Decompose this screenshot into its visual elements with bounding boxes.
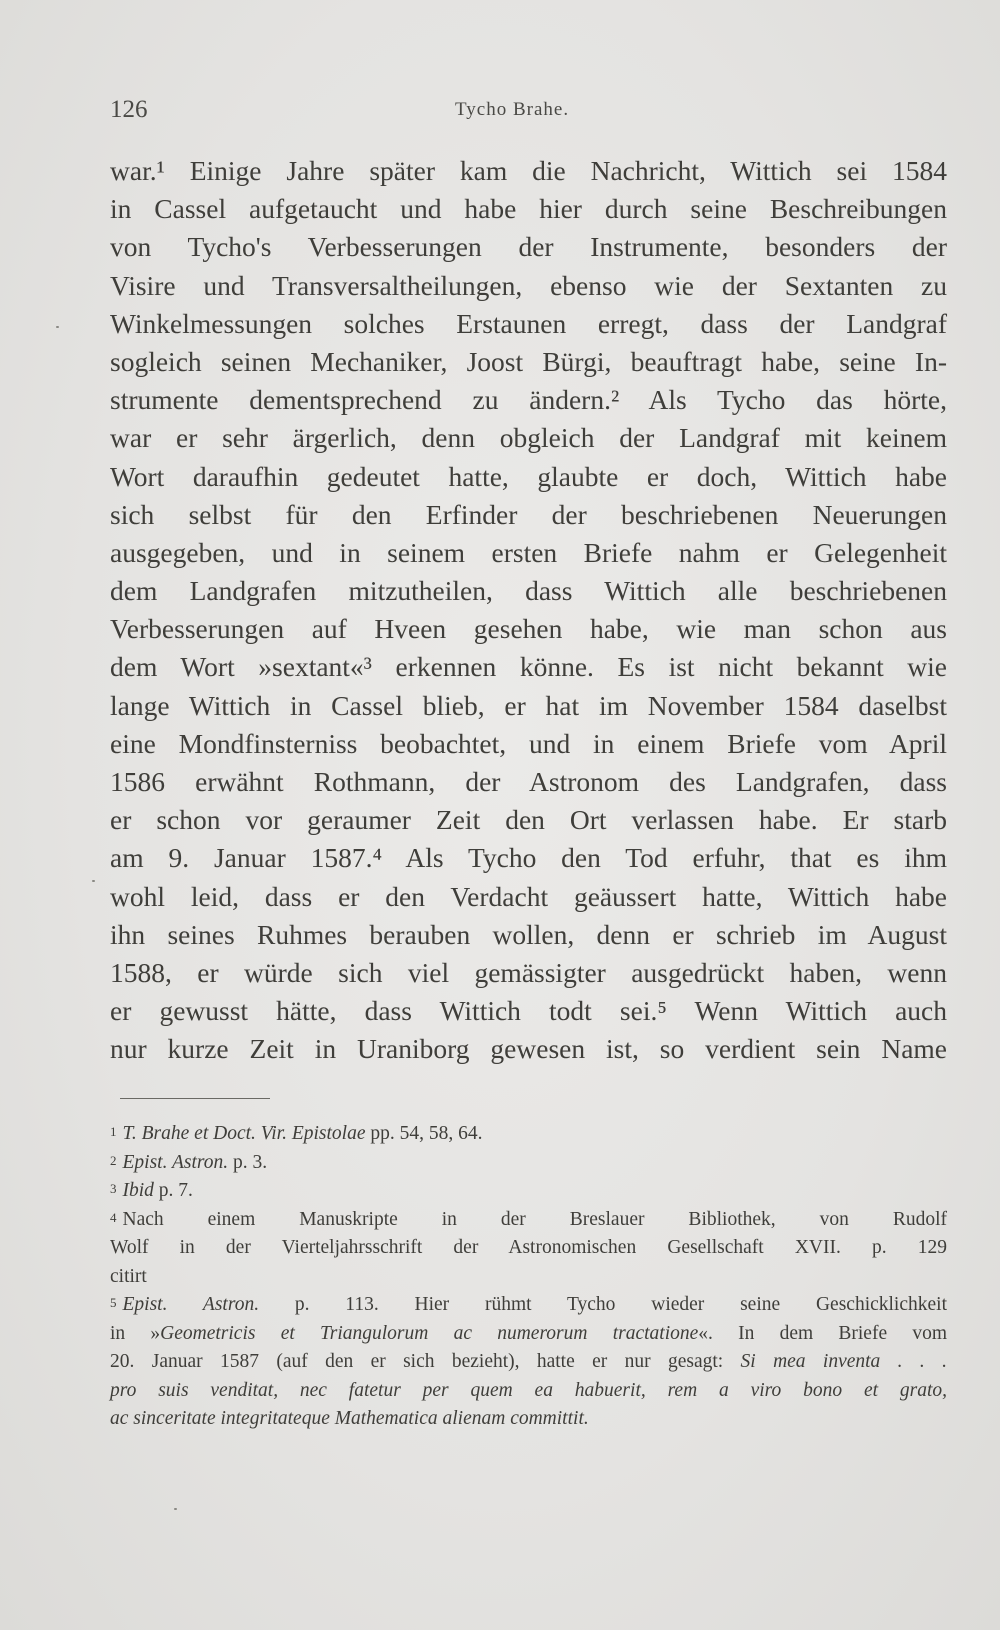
footnote-italic: pro suis venditat, nec fatetur per quem ea habuerit, rem a viro bono et grato, — [110, 1379, 947, 1401]
footnote-italic: Epist. Astron. — [122, 1151, 229, 1173]
footnote-number: 1 — [110, 1124, 117, 1139]
paper-speck — [56, 326, 59, 328]
footnote-text: p. 3. — [228, 1151, 268, 1173]
text-line: in Cassel aufgetaucht und habe hier durch seine Beschreibungen — [110, 193, 947, 225]
text-line: von Tycho's Verbesserungen der Instrumente, besonders der — [110, 231, 947, 263]
text-line: Visire und Transversaltheilungen, ebenso wie der Sextanten zu — [110, 269, 947, 301]
footnote-text: pp. 54, 58, 64. — [365, 1123, 483, 1144]
footnote-number: 2 — [110, 1152, 117, 1168]
paper-speck — [92, 880, 95, 882]
footnote-italic: ac sinceritate integritateque Mathematica alienam committit. — [110, 1408, 589, 1429]
footnotes — [110, 1120, 947, 1434]
footnote-italic: T. Brahe et Doct. Vir. Epistolae — [122, 1123, 366, 1144]
text-line: er schon vor geraumer Zeit den Ort verlassen habe. Er starb — [110, 804, 947, 836]
text-line: sogleich seinen Mechaniker, Joost Bürgi, beauftragt habe, seine In- — [110, 345, 947, 377]
text-line: 1586 erwähnt Rothmann, der Astronom des Landgrafen, dass — [110, 766, 947, 797]
running-title: Tycho Brahe. — [455, 99, 570, 120]
footnote-divider — [120, 1098, 270, 1099]
main-text — [110, 152, 947, 1069]
footnote-1 — [110, 1120, 947, 1149]
footnote-text: «. In dem Briefe vom — [698, 1322, 948, 1344]
text-line: strumente dementsprechend zu ändern.² Als Tycho das hörte, — [110, 384, 947, 416]
text-line: am 9. Januar 1587.⁴ Als Tycho den Tod erfuhr, that es ihm — [110, 842, 947, 874]
footnote-4-continued: Wolf in der Vierteljahrsschrift der Astronomischen Gesellschaft XVII. p. 129 — [110, 1237, 947, 1258]
footnote-5-continued — [110, 1377, 947, 1406]
footnote-text: in » — [110, 1322, 161, 1344]
footnote-2 — [110, 1149, 947, 1178]
footnote-4 — [110, 1206, 947, 1235]
footnote-number: 4 — [110, 1209, 117, 1225]
text-line: wohl leid, dass er den Verdacht geäussert hatte, Wittich habe — [110, 880, 947, 912]
footnote-italic: Epist. Astron. — [122, 1294, 260, 1315]
text-line: lange Wittich in Cassel blieb, er hat im November 1584 daselbst — [110, 689, 947, 721]
text-line: 1588, er würde sich viel gemässigter ausgedrückt haben, wenn — [110, 956, 947, 988]
text-line: Verbesserungen auf Hveen gesehen habe, wie man schon aus — [110, 613, 947, 645]
text-line: dem Wort »sextant«³ erkennen könne. Es ist nicht bekannt wie — [110, 651, 947, 683]
footnote-5-continued — [110, 1320, 947, 1349]
footnote-5 — [110, 1291, 947, 1320]
text-line: eine Mondfinsterniss beobachtet, und in einem Briefe vom April — [110, 727, 947, 759]
text-line: Wort daraufhin gedeutet hatte, glaubte er doch, Wittich habe — [110, 460, 947, 492]
text-line: sich selbst für den Erfinder der beschriebenen Neuerungen — [110, 498, 947, 530]
footnote-text: p. 7. — [153, 1180, 193, 1201]
page-number: 126 — [110, 96, 148, 123]
page-header — [110, 96, 945, 128]
footnote-number: 5 — [110, 1295, 117, 1310]
text-line: war er sehr ärgerlich, denn obgleich der Landgraf mit keinem — [110, 422, 947, 454]
footnote-number: 3 — [110, 1181, 117, 1196]
footnote-text: 20. Januar 1587 (auf den er sich bezieht), hatte er nur gesagt: — [110, 1351, 741, 1372]
text-line: Winkelmessungen solches Erstaunen erregt, dass der Landgraf — [110, 307, 947, 339]
text-line: ihn seines Ruhmes berauben wollen, denn er schrieb im August — [110, 918, 947, 950]
footnote-4-continued: citirt — [110, 1265, 147, 1287]
footnote-text: p. 113. Hier rühmt Tycho wieder seine Geschicklichkeit — [259, 1294, 947, 1315]
paper-speck — [174, 1508, 177, 1510]
footnote-italic: Ibid — [122, 1180, 154, 1201]
text-line: er gewusst hätte, dass Wittich todt sei.⁵ Wenn Wittich auch — [110, 995, 947, 1027]
footnote-5-continued — [110, 1348, 947, 1377]
text-line: dem Landgrafen mitzutheilen, dass Wittich alle beschriebenen — [110, 575, 947, 607]
footnote-5-continued — [110, 1405, 947, 1434]
footnote-text: Nach einem Manuskripte in der Breslauer Bibliothek, von Rudolf — [122, 1208, 947, 1230]
text-line: nur kurze Zeit in Uraniborg gewesen ist, so verdient sein Name — [110, 1033, 947, 1065]
text-line: war.¹ Einige Jahre später kam die Nachricht, Wittich sei 1584 — [110, 155, 947, 186]
text-line: ausgegeben, und in seinem ersten Briefe nahm er Gelegenheit — [110, 536, 947, 568]
footnote-3 — [110, 1177, 947, 1206]
footnote-italic: Geometricis et Triangulorum ac numerorum tractatione — [160, 1322, 699, 1344]
footnote-italic: Si mea inventa . . . — [740, 1351, 947, 1372]
